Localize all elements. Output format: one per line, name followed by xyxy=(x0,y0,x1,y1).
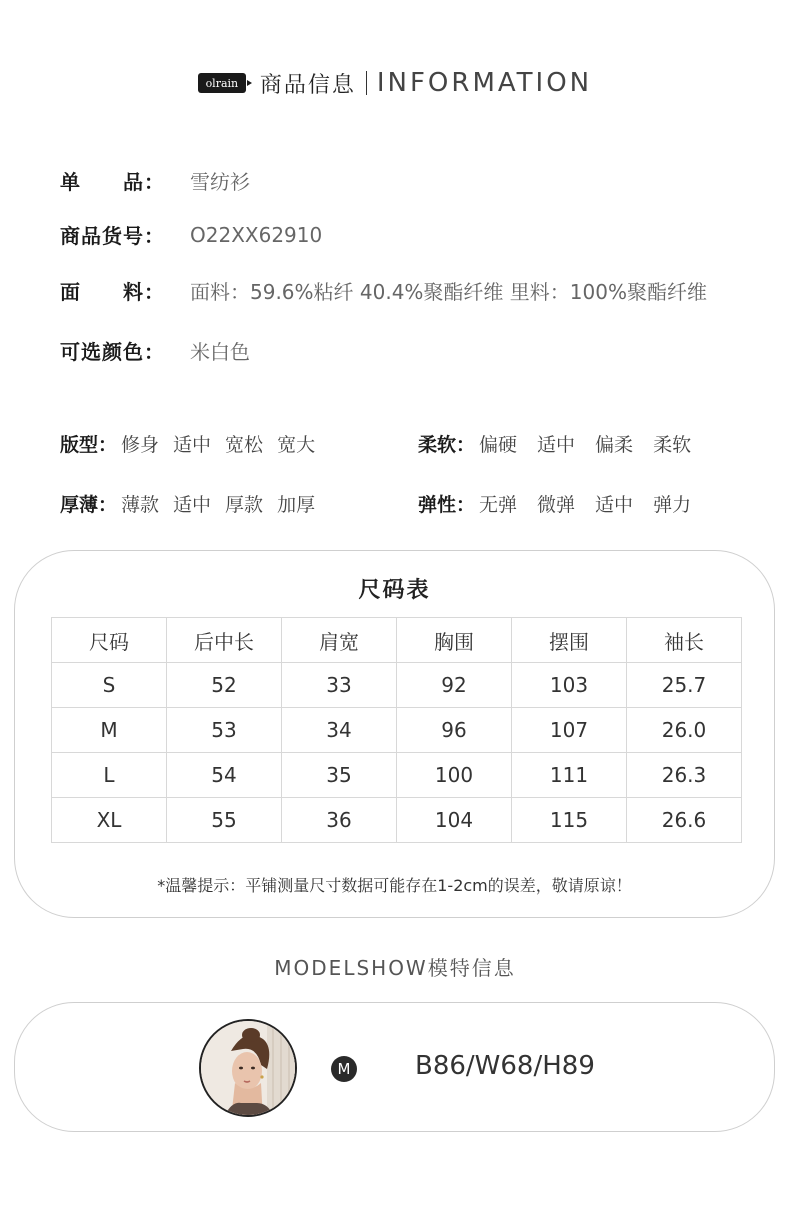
attr-option: 厚款 xyxy=(225,494,264,516)
attr-label: 厚薄： xyxy=(60,494,118,516)
table-cell: XL xyxy=(52,798,167,843)
attr-option: 无弹 xyxy=(479,494,518,516)
attr-option-selected: 适中 xyxy=(595,490,633,517)
attr-option: 微弹 xyxy=(537,494,576,516)
table-cell: 35 xyxy=(282,753,397,798)
attr-label: 版型： xyxy=(60,434,118,456)
info-value: 面料：59.6%粘纤 40.4%聚酯纤维 里料：100%聚酯纤维 xyxy=(190,280,707,304)
info-row-sku xyxy=(60,220,322,249)
model-avatar xyxy=(199,1019,297,1117)
table-cell: 55 xyxy=(167,798,282,843)
attr-elasticity xyxy=(418,490,705,517)
table-cell: 100 xyxy=(397,753,512,798)
table-header-cell: 摆围 xyxy=(512,618,627,663)
table-row xyxy=(52,798,742,843)
table-cell: 115 xyxy=(512,798,627,843)
table-cell: 104 xyxy=(397,798,512,843)
attr-option-selected: 适中 xyxy=(173,430,211,457)
table-cell: 36 xyxy=(282,798,397,843)
model-size-badge: M xyxy=(331,1056,357,1082)
header-title-en: INFORMATION xyxy=(376,68,593,98)
attr-option: 修身 xyxy=(121,434,160,456)
size-chart-title: 尺码表 xyxy=(358,578,431,603)
table-cell: 103 xyxy=(512,663,627,708)
size-chart-card xyxy=(14,550,775,918)
table-cell: M xyxy=(52,708,167,753)
brand-logo: olrain xyxy=(198,73,246,93)
attr-option: 偏柔 xyxy=(595,434,634,456)
table-cell: 26.6 xyxy=(627,798,742,843)
table-row xyxy=(52,708,742,753)
attr-option: 弹力 xyxy=(653,494,692,516)
table-cell: S xyxy=(52,663,167,708)
header-title-cn: 商品信息 xyxy=(259,72,356,98)
info-value: O22XX62910 xyxy=(190,222,323,247)
table-cell: 26.0 xyxy=(627,708,742,753)
table-cell: 26.3 xyxy=(627,753,742,798)
header-divider xyxy=(366,71,367,95)
table-cell: 111 xyxy=(512,753,627,798)
attr-option: 宽大 xyxy=(277,434,316,456)
attr-option-selected: 适中 xyxy=(537,430,575,457)
info-label: 面 料： xyxy=(60,280,165,304)
table-cell: L xyxy=(52,753,167,798)
attr-option: 偏硬 xyxy=(479,434,518,456)
info-value: 米白色 xyxy=(190,340,250,364)
table-row xyxy=(52,663,742,708)
table-cell: 25.7 xyxy=(627,663,742,708)
attr-label: 弹性： xyxy=(418,494,476,516)
table-header-cell: 袖长 xyxy=(627,618,742,663)
attr-option-selected: 适中 xyxy=(173,490,211,517)
table-cell: 96 xyxy=(397,708,512,753)
table-row xyxy=(52,753,742,798)
model-card xyxy=(14,1002,775,1132)
section-header xyxy=(0,66,790,100)
info-row-fabric xyxy=(60,276,707,305)
table-cell: 34 xyxy=(282,708,397,753)
attr-fit xyxy=(60,430,329,457)
model-measurements: B86/W68/H89 xyxy=(415,1051,595,1081)
model-portrait-image xyxy=(201,1021,297,1117)
size-table xyxy=(51,617,742,843)
table-cell: 107 xyxy=(512,708,627,753)
table-cell: 92 xyxy=(397,663,512,708)
table-header-cell: 后中长 xyxy=(167,618,282,663)
info-label: 可选颜色： xyxy=(60,340,165,364)
table-cell: 33 xyxy=(282,663,397,708)
info-row-color xyxy=(60,336,250,365)
info-row-item xyxy=(60,166,250,195)
attr-thickness xyxy=(60,490,329,517)
model-section-title: MODELSHOW模特信息 xyxy=(274,956,516,980)
table-header-row xyxy=(52,618,742,663)
table-cell: 54 xyxy=(167,753,282,798)
table-header-cell: 胸围 xyxy=(397,618,512,663)
table-header-cell: 肩宽 xyxy=(282,618,397,663)
info-value: 雪纺衫 xyxy=(190,170,250,194)
table-cell: 53 xyxy=(167,708,282,753)
info-label: 商品货号： xyxy=(60,224,165,248)
table-header-cell: 尺码 xyxy=(52,618,167,663)
attr-option: 加厚 xyxy=(277,494,316,516)
size-chart-note: *温馨提示：平铺测量尺寸数据可能存在1-2cm的误差，敬请原谅！ xyxy=(157,876,632,895)
attr-option: 柔软 xyxy=(653,434,692,456)
attr-label: 柔软： xyxy=(418,434,476,456)
attr-option: 宽松 xyxy=(225,434,264,456)
attr-softness xyxy=(418,430,705,457)
table-cell: 52 xyxy=(167,663,282,708)
info-label: 单 品： xyxy=(60,170,165,194)
attr-option: 薄款 xyxy=(121,494,160,516)
